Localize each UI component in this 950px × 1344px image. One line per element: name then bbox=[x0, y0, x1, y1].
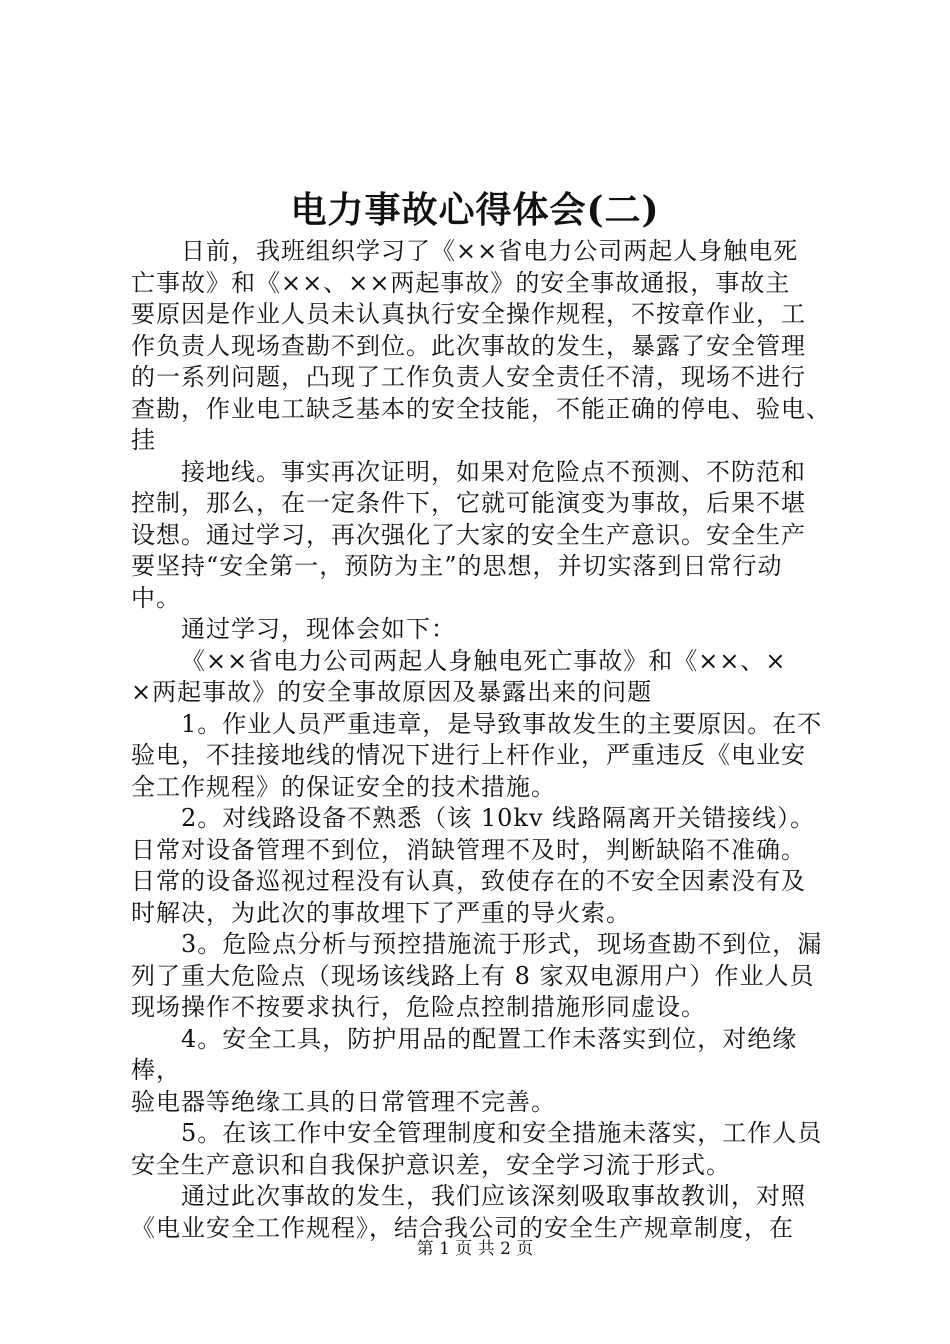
paragraph-7: 3。危险点分析与预控措施流于形式，现场查勘不到位，漏 列了重大危险点（现场该线路上有 8 家双电源用户）作业人员 现场操作不按要求执行，危险点控制措施形同虚设。 bbox=[131, 930, 823, 1021]
paragraph-10: 通过此次事故的发生，我们应该深刻吸取事故教训，对照 《电业安全工作规程》，结合我公司的安全生产规章制度，在 bbox=[131, 1182, 806, 1242]
paragraph-1: 日前，我班组织学习了《××省电力公司两起人身触电死 亡事故》和《××、××两起事故》的安全事故通报，事故主 要原因是作业人员未认真执行安全操作规程，不按章作业，工 作负责人现场查勘不到位。此次事故的发生，暴露了安全管理 的一系列问题，凸现了工作负责人安全责任不清，现场不进行 查勘，作业电工缺乏基本的安全技能，不能正确的停电、验电、 挂 bbox=[131, 237, 831, 454]
paragraph-5: 1。作业人员严重违章，是导致事故发生的主要原因。在不 验电，不挂接地线的情况下进行上杆作业，严重违反《电业安 全工作规程》的保证安全的技术措施。 bbox=[131, 709, 823, 801]
page-footer: 第 1 页 共 2 页 bbox=[416, 1239, 534, 1259]
document-body bbox=[131, 236, 831, 1244]
paragraph-8: 4。安全工具，防护用品的配置工作未落实到位，对绝缘棒， 验电器等绝缘工具的日常管理不完善。 bbox=[131, 1024, 798, 1116]
paragraph-2: 接地线。事实再次证明，如果对危险点不预测、不防范和 控制，那么，在一定条件下，它就可能演变为事故，后果不堪 设想。通过学习，再次强化了大家的安全生产意识。安全生产 要坚持“安全第一，预防为主”的思想，并切实落到日常行动 中。 bbox=[131, 457, 806, 612]
document-title: 电力事故心得体会(二) bbox=[290, 189, 660, 231]
paragraph-9: 5。在该工作中安全管理制度和安全措施未落实，工作人员 安全生产意识和自我保护意识差，安全学习流于形式。 bbox=[131, 1119, 823, 1179]
paragraph-4: 《××省电力公司两起人身触电死亡事故》和《××、× ×两起事故》的安全事故原因及暴露出来的问题 bbox=[131, 646, 787, 706]
paragraph-6: 2。对线路设备不熟悉（该 10kv 线路隔离开关错接线）。 日常对设备管理不到位，消缺管理不及时，判断缺陷不准确。 日常的设备巡视过程没有认真，致使存在的不安全因素没有及 时解决，为此次的事故埋下了严重的导火索。 bbox=[131, 804, 816, 927]
paragraph-3: 通过学习，现体会如下： bbox=[181, 615, 456, 643]
